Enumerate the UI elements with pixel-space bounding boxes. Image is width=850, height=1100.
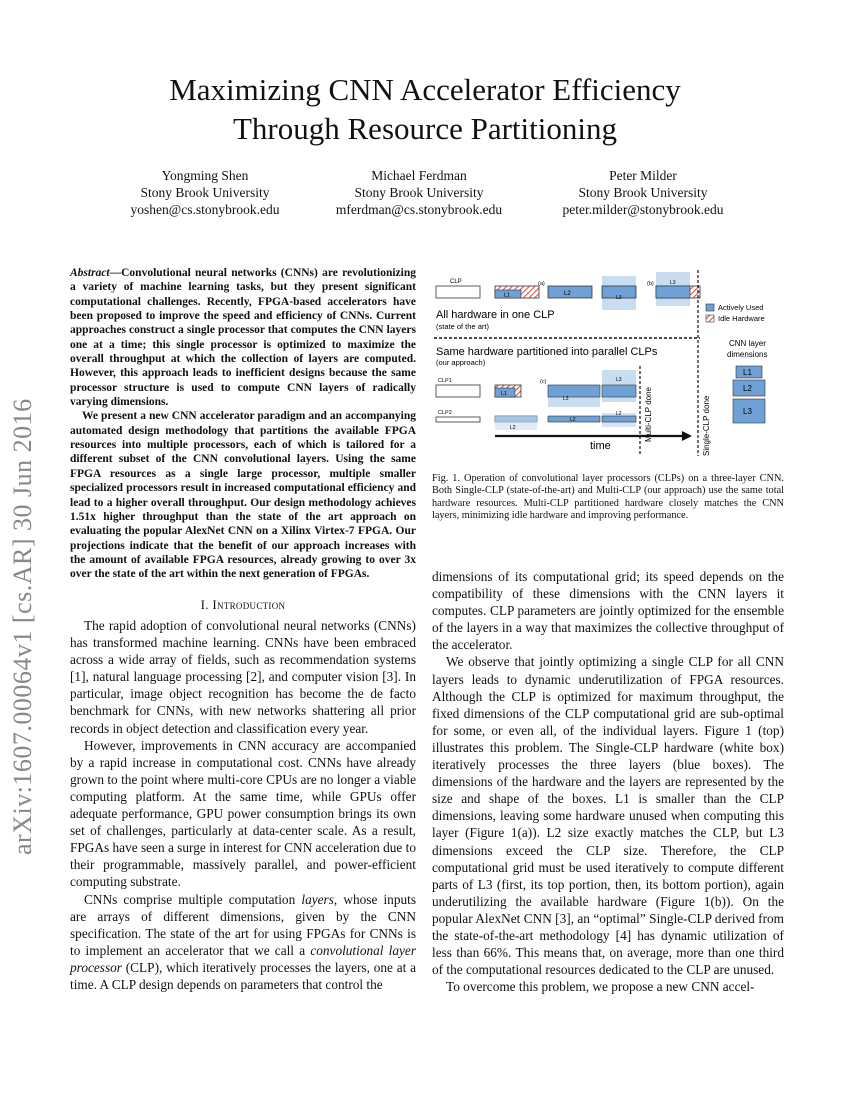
legend-used-swatch xyxy=(706,304,714,311)
author-block-2 xyxy=(289,167,549,218)
clp-box xyxy=(436,286,480,298)
l3-label: L3 xyxy=(616,377,622,383)
clp2-box xyxy=(436,417,480,422)
legend-idle-swatch xyxy=(706,315,714,322)
bottom-heading: Same hardware partitioned into parallel CLPs xyxy=(436,346,658,358)
figure-1-diagram xyxy=(430,266,786,466)
time-arrow-head xyxy=(682,431,692,441)
abstract-paragraph-2: We present a new CNN accelerator paradigm and an accompanying automated design methodology that partitions the available FPGA resources into multiple processors, each of which is tailored for a different subset of the CNN convolutional layers. Using the same FPGA resources as a single large processor, multiple smaller specialized processors result in increased computational efficiency and lead to a higher overall throughput. Our design methodology achieves 1.51x higher throughput than the state of the art approach on evaluating the popular AlexNet CNN on a Xilinx Virtex-7 FPGA. Our projections indicate that the benefit of our approach increases with the amount of available FPGA resources, already growing to over 3x over the state of the art within the next generation of FPGAs. xyxy=(70,410,416,581)
title-line-1: Maximizing CNN Accelerator Efficiency xyxy=(169,72,681,107)
l3-label: L3 xyxy=(670,280,676,286)
author-email: mferdman@cs.stonybrook.edu xyxy=(335,202,503,217)
body-paragraph: However, improvements in CNN accuracy are accompanied by a rapid increase in computational cost. CNNs have already grown to the point where multi-core CPUs are no longer a viable computing platform. At the same time, while GPUs offer adequate performance, GPU power consumption brings its own set of challenges, particularly at data-center scale. As a result, FPGAs have seen a surge in interest for CNN acceleration due to their programmable, massively parallel, and power-efficient computing substrate. xyxy=(70,737,416,890)
l2-label: L2 xyxy=(616,411,622,417)
author-email: peter.milder@stonybrook.edu xyxy=(562,202,724,217)
l2-label: L2 xyxy=(510,425,516,431)
l3-label: L3 xyxy=(616,295,622,301)
layer-dims-title-1: CNN layer xyxy=(729,339,766,348)
arxiv-stamp: arXiv:1607.00064v1 [cs.AR] 30 Jun 2016 xyxy=(8,398,37,855)
author-name: Michael Ferdman xyxy=(371,168,467,183)
abstract xyxy=(70,266,416,582)
figure-1 xyxy=(430,266,786,466)
dims-l1-label: L1 xyxy=(743,368,752,377)
l2-label: L2 xyxy=(570,417,576,423)
clp2-label: CLP2 xyxy=(438,410,452,416)
body-paragraph: dimensions of its computational grid; its speed depends on the compatibility of these dimensions with the CNN layers it computes. CLP parameters are jointly optimized for the ensemble of the layers in a way that maximizes the collective throughput of the accelerator. xyxy=(432,569,784,653)
abstract-label: Abstract xyxy=(70,267,110,279)
legend-used-label: Actively Used xyxy=(718,303,764,312)
clp-label: CLP xyxy=(450,279,462,285)
l1-label: L1 xyxy=(501,391,508,397)
left-column xyxy=(70,617,416,993)
section-heading: I. Introduction xyxy=(200,597,286,612)
top-heading: All hardware in one CLP xyxy=(436,309,555,321)
top-subheading: (state of the art) xyxy=(436,322,489,331)
layer-l3-box xyxy=(548,385,600,397)
dims-l2-label: L2 xyxy=(743,384,752,393)
clp1-label: CLP1 xyxy=(438,378,452,384)
single-clp-done-label: Single-CLP done xyxy=(702,395,711,456)
body-paragraph: CNNs comprise multiple computation layers, whose inputs are arrays of different dimensions, given by the CNN specification. The state of the art for using FPGAs for CNNs is to implement an accelerator that we call a convolutional layer processor (CLP), which iteratively processes the layers, one at a time. A CLP design depends on parameters that control the xyxy=(70,891,417,992)
body-paragraph: To overcome this problem, we propose a new CNN accel- xyxy=(446,979,755,995)
layer-l2-shadow xyxy=(495,416,537,430)
l2-label: L2 xyxy=(564,291,571,297)
author-name: Yongming Shen xyxy=(161,168,249,183)
body-paragraph: We observe that jointly optimizing a single CLP for all CNN layers leads to dynamic underutilization of FPGA resources. Although the CLP is optimized for maximum throughput, the fixed dimensions of the CLP computational grid are sub-optimal for some, or even all, of the individual layers. Figure 1 (top) illustrates this problem. The Single-CLP hardware (white box) iteratively processes the three layers (blue boxes). The dimensions of the hardware and the layers are represented by the size and shape of the boxes. L1 is smaller than the CLP dimensions, leaving some hardware unused when computing this layer (Figure 1(a)). L2 size exactly matches the CLP, but L3 dimensions exceed the CLP size. Therefore, the CLP computational grid must be used iteratively to compute different parts of L3 (first, its top portion, then, its bottom portion), again underutilizing the available hardware (Figure 1(b)). On the popular AlexNet CNN [3], an “optimal” Single-CLP derived from the state-of-the-art methodology [4] has dynamic utilization of less than 66%. This means that, on average, more than one third of the computational resources dedicated to the CLP are unused. xyxy=(432,654,784,978)
author-affiliation: Stony Brook University xyxy=(140,185,270,200)
body-paragraph: The rapid adoption of convolutional neural networks (CNNs) has transformed machine learning. CNNs have been embraced across a wide array of fields, such as recommendation systems [1], natural language processing [2], and computer vision [3]. In particular, image object recognition has become the de facto benchmark for CNNs, with new networks shattering all prior records in object detection and classification every year. xyxy=(70,618,416,736)
author-email: yoshen@cs.stonybrook.edu xyxy=(130,202,280,217)
abstract-paragraph-1: —Convolutional neural networks (CNNs) are revolutionizing a variety of machine learning tasks, but they present significant computational challenges. Recently, FPGA-based accelerators have been proposed to improve the speed and efficiency of CNNs. Current approaches construct a single processor that computes the CNN layers one at a time; this single processor is optimized to maximize the overall throughput at which the collection of layers are computed. However, this approach leads to inefficient designs because the same processor structure is used to compute CNN layers of radically varying dimensions. xyxy=(70,267,416,409)
author-affiliation: Stony Brook University xyxy=(578,185,708,200)
mark-a: (a) xyxy=(538,281,545,287)
mark-b: (b) xyxy=(647,281,654,287)
right-column xyxy=(432,568,784,995)
dims-l3-label: L3 xyxy=(743,407,752,416)
mark-c: (c) xyxy=(540,379,547,385)
clp1-box xyxy=(436,385,480,397)
l3-label: L3 xyxy=(563,396,569,402)
legend-idle-label: Idle Hardware xyxy=(718,314,765,323)
title-line-2: Through Resource Partitioning xyxy=(233,111,617,146)
layer-dims-title-2: dimensions xyxy=(727,350,768,359)
paper-title xyxy=(0,70,850,148)
layer-l3-box-2 xyxy=(602,385,636,397)
l1-label: L1 xyxy=(504,292,511,299)
author-affiliation: Stony Brook University xyxy=(354,185,484,200)
author-block-3 xyxy=(513,167,773,218)
multi-clp-done-label: Multi-CLP done xyxy=(644,387,653,442)
bottom-subheading: (our approach) xyxy=(436,358,486,367)
layer-l3-box-2 xyxy=(656,286,690,298)
author-name: Peter Milder xyxy=(609,168,677,183)
time-label: time xyxy=(590,440,611,452)
figure-caption: Fig. 1. Operation of convolutional layer processors (CLPs) on a three-layer CNN. Both Single-CLP (state-of-the-art) and Multi-CLP (our approach) use the same total hardware resources. Multi-CLP partitioned hardware closely matches the CNN layers, minimizing idle hardware and improving performance. xyxy=(432,473,784,522)
